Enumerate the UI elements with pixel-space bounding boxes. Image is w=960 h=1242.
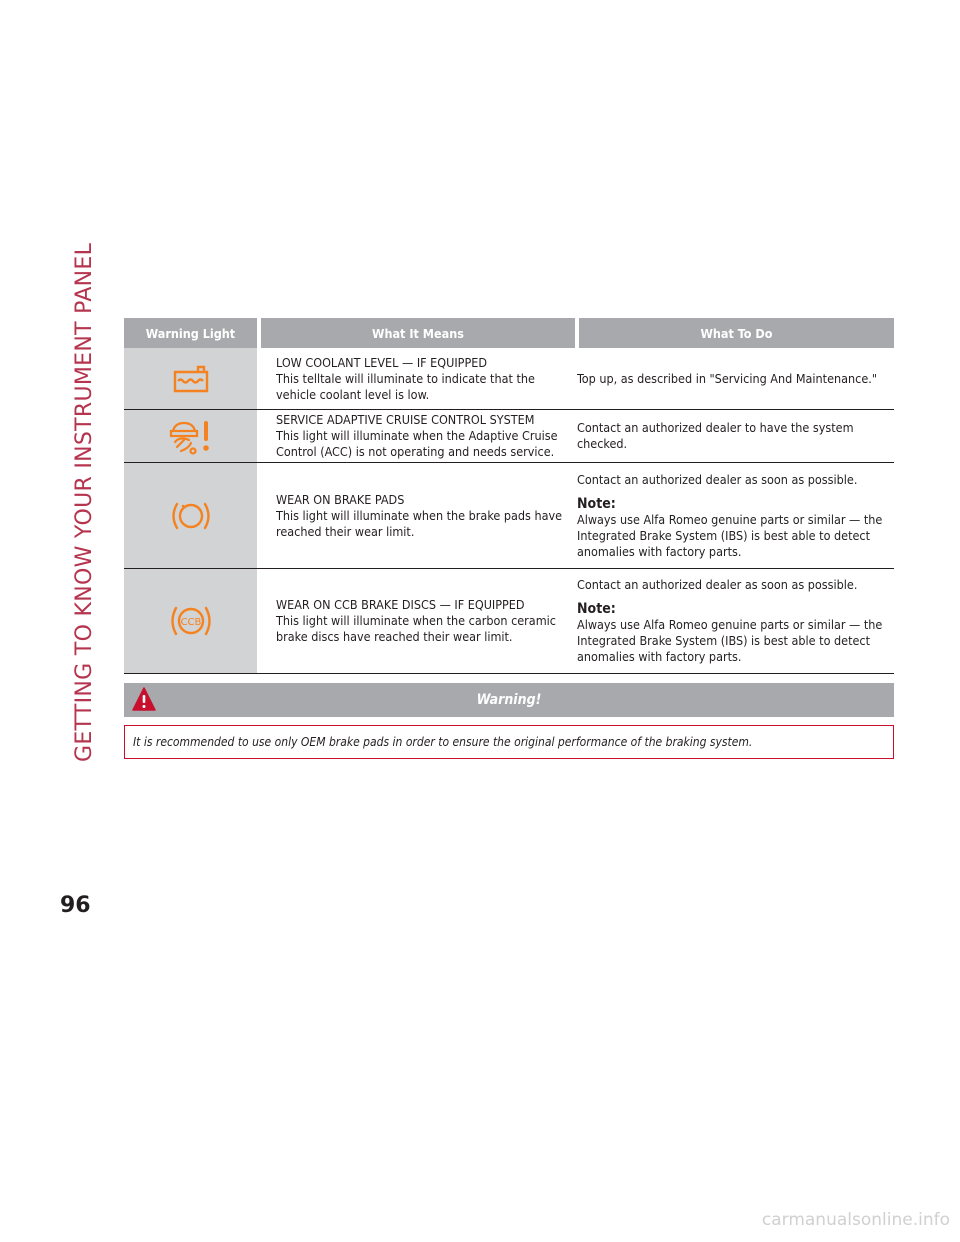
warning-block	[124, 683, 894, 759]
warning-meaning: This light will illuminate when the brake pads have reached their wear limit.	[276, 507, 563, 539]
warning-lights-table	[124, 318, 894, 674]
icon-cell	[124, 348, 257, 409]
header-warning-light: Warning Light	[124, 318, 257, 348]
meaning-cell	[257, 348, 575, 409]
page-number: 96	[60, 893, 91, 918]
warning-heading: LOW COOLANT LEVEL — IF EQUIPPED	[276, 354, 487, 370]
meaning-cell	[257, 463, 575, 568]
warning-action: Contact an authorized dealer as soon as possible.	[577, 471, 858, 487]
meaning-cell	[257, 569, 575, 673]
warning-heading: SERVICE ADAPTIVE CRUISE CONTROL SYSTEM	[276, 412, 535, 427]
warning-triangle-icon	[132, 686, 156, 712]
action-cell	[575, 463, 894, 568]
note-label: Note:	[577, 601, 616, 617]
table-row	[124, 410, 894, 463]
meaning-cell	[257, 410, 575, 462]
table-row	[124, 463, 894, 569]
warning-meaning: This light will illuminate when the carbon ceramic brake discs have reached their wear limit.	[276, 613, 556, 644]
header-what-to-do: What To Do	[575, 318, 894, 348]
header-what-it-means: What It Means	[257, 318, 575, 348]
icon-cell	[124, 410, 257, 462]
table-header	[124, 318, 894, 348]
warning-meaning: This telltale will illuminate to indicate that the vehicle coolant level is low.	[276, 370, 535, 402]
icon-cell	[124, 463, 257, 568]
watermark: carmanualsonline.info	[761, 1210, 950, 1230]
coolant-level-icon	[171, 364, 211, 394]
ccb-brake-disc-wear-icon	[168, 602, 214, 640]
warning-text: It is recommended to use only OEM brake pads in order to ensure the original performance of the braking system.	[133, 735, 753, 749]
note-label: Note:	[577, 495, 616, 512]
action-cell	[575, 410, 894, 462]
warning-action: Top up, as described in "Servicing And Maintenance."	[577, 370, 877, 386]
icon-cell	[124, 569, 257, 673]
warning-text-box	[124, 725, 894, 759]
note-text: Always use Alfa Romeo genuine parts or similar — the Integrated Brake System (IBS) is best able to detect anomalies with factory parts.	[577, 617, 883, 664]
table-row	[124, 569, 894, 674]
section-side-title-text: GETTING TO KNOW YOUR INSTRUMENT PANEL	[72, 242, 97, 762]
warning-action: Contact an authorized dealer as soon as possible.	[577, 577, 858, 592]
warning-heading: WEAR ON CCB BRAKE DISCS — IF EQUIPPED	[276, 597, 525, 612]
note-text: Always use Alfa Romeo genuine parts or similar — the Integrated Brake System (IBS) is best able to detect anomalies with factory parts.	[577, 511, 883, 559]
warning-header	[124, 683, 894, 717]
brake-pad-wear-icon	[170, 498, 212, 534]
warning-title: Warning!	[476, 692, 542, 708]
action-cell	[575, 348, 894, 409]
ccb-icon-label: CCB	[180, 617, 201, 628]
warning-action: Contact an authorized dealer to have the system checked.	[577, 420, 854, 451]
adaptive-cruise-control-warning-icon	[167, 417, 215, 455]
action-cell	[575, 569, 894, 673]
table-row	[124, 348, 894, 410]
warning-heading: WEAR ON BRAKE PADS	[276, 491, 405, 507]
warning-meaning: This light will illuminate when the Adaptive Cruise Control (ACC) is not operating and needs service.	[276, 428, 558, 459]
